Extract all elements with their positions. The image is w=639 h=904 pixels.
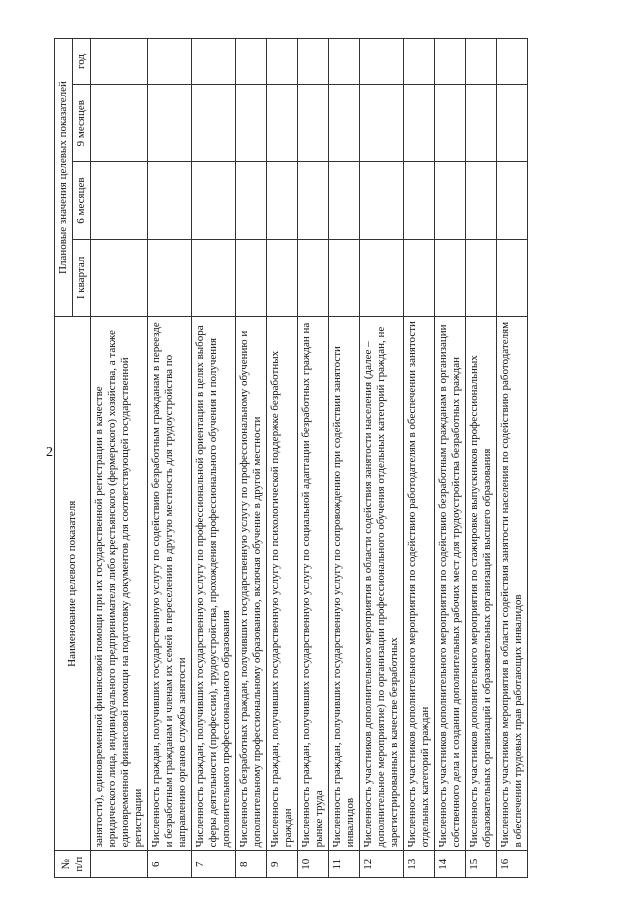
cell-9m bbox=[435, 85, 466, 162]
table-row bbox=[404, 39, 435, 878]
cell-q1 bbox=[404, 239, 435, 316]
cell-9m bbox=[466, 85, 497, 162]
cell-6m bbox=[91, 162, 148, 239]
cell-q1 bbox=[192, 239, 236, 316]
row-text: Численность участников дополнительного мероприятия в области содействия занятости населения (далее – дополнительное мероприятие) по организации профессионального обучения отдельных категорий граждан, не зарегистрированных в качестве безработных bbox=[360, 317, 404, 851]
cell-q1 bbox=[497, 239, 528, 316]
table-row bbox=[236, 39, 267, 878]
header-col-9m: 9 месяцев bbox=[73, 85, 91, 162]
header-col-6m: 6 месяцев bbox=[73, 162, 91, 239]
cell-6m bbox=[298, 162, 329, 239]
table-row bbox=[298, 39, 329, 878]
cell-9m bbox=[236, 85, 267, 162]
cell-9m bbox=[192, 85, 236, 162]
cell-year bbox=[91, 39, 148, 85]
row-num: 9 bbox=[267, 851, 298, 878]
rotated-page bbox=[54, 38, 639, 878]
row-num: 14 bbox=[435, 851, 466, 878]
row-num: 6 bbox=[148, 851, 192, 878]
cell-year bbox=[192, 39, 236, 85]
row-num: 15 bbox=[466, 851, 497, 878]
row-num: 12 bbox=[360, 851, 404, 878]
cell-9m bbox=[267, 85, 298, 162]
cell-q1 bbox=[298, 239, 329, 316]
cell-q1 bbox=[267, 239, 298, 316]
table-row bbox=[466, 39, 497, 878]
table-row bbox=[435, 39, 466, 878]
cell-year bbox=[404, 39, 435, 85]
cell-6m bbox=[329, 162, 360, 239]
cell-9m bbox=[91, 85, 148, 162]
cell-9m bbox=[329, 85, 360, 162]
cell-6m bbox=[360, 162, 404, 239]
table-row bbox=[360, 39, 404, 878]
table-row bbox=[267, 39, 298, 878]
table-row bbox=[192, 39, 236, 878]
cell-9m bbox=[497, 85, 528, 162]
cell-6m bbox=[435, 162, 466, 239]
cell-6m bbox=[497, 162, 528, 239]
row-num: 10 bbox=[298, 851, 329, 878]
page-number: 2 bbox=[46, 445, 53, 460]
row-text: Численность граждан, получивших государственную услугу по профессиональной ориентации в целях выбора сферы деятельности (профессии), трудоустройства, прохождения профессионального обучения и получения дополнительного профессионального образования bbox=[192, 317, 236, 851]
table-row bbox=[497, 39, 528, 878]
cell-year bbox=[148, 39, 192, 85]
cell-6m bbox=[148, 162, 192, 239]
cell-q1 bbox=[91, 239, 148, 316]
cell-6m bbox=[192, 162, 236, 239]
cell-year bbox=[497, 39, 528, 85]
cell-q1 bbox=[360, 239, 404, 316]
row-text: Численность участников дополнительного мероприятия по содействию работодателям в обеспечении занятости отдельных категорий граждан bbox=[404, 317, 435, 851]
cell-year bbox=[466, 39, 497, 85]
row-num: 11 bbox=[329, 851, 360, 878]
cell-q1 bbox=[466, 239, 497, 316]
cell-year bbox=[298, 39, 329, 85]
header-name: Наименование целевого показателя bbox=[55, 317, 91, 851]
table-row bbox=[148, 39, 192, 878]
cell-q1 bbox=[435, 239, 466, 316]
indicators-table bbox=[54, 38, 528, 878]
cell-year bbox=[236, 39, 267, 85]
cell-year bbox=[435, 39, 466, 85]
row-text: Численность граждан, получивших государственную услугу по сопровождению при содействии занятости инвалидов bbox=[329, 317, 360, 851]
row-num: 8 bbox=[236, 851, 267, 878]
table-row bbox=[329, 39, 360, 878]
table-row bbox=[91, 39, 148, 878]
row-text: Численность участников дополнительного мероприятия по стажировке выпускников профессиональных образовательных организаций и образовательных организаций высшего образования bbox=[466, 317, 497, 851]
header-plan: Плановые значения целевых показателей bbox=[55, 39, 73, 317]
cell-q1 bbox=[329, 239, 360, 316]
row-num: 13 bbox=[404, 851, 435, 878]
row-text: занятости), единовременной финансовой помощи при их государственной регистрации в качестве юридического лица, индивидуального предпринимателя либо крестьянского (фермерского) хозяйства, а также единовременной финансовой помощи на подготовку документов для соответствующей государственной регистрации bbox=[91, 317, 148, 851]
row-text: Численность граждан, получивших государственную услугу по социальной адаптации безработных граждан на рынке труда bbox=[298, 317, 329, 851]
header-col-q1: I квартал bbox=[73, 239, 91, 316]
table-header-row bbox=[55, 39, 73, 878]
row-text: Численность участников дополнительного мероприятия по содействию безработным гражданам в организации собственного дела и создании дополнительных рабочих мест для трудоустройства безработных граждан bbox=[435, 317, 466, 851]
cell-6m bbox=[404, 162, 435, 239]
cell-9m bbox=[148, 85, 192, 162]
row-num: 7 bbox=[192, 851, 236, 878]
row-text: Численность граждан, получивших государственную услугу по содействию безработным гражданам в переезде и безработным гражданам и членам их семей в переселении в другую местность для трудоустройства по направлению органов службы занятости bbox=[148, 317, 192, 851]
row-text: Численность участников мероприятия в области содействия занятости населения по содействию работодателям в обеспечении трудовых прав работающих инвалидов bbox=[497, 317, 528, 851]
row-num: 16 bbox=[497, 851, 528, 878]
cell-year bbox=[267, 39, 298, 85]
cell-year bbox=[360, 39, 404, 85]
cell-9m bbox=[360, 85, 404, 162]
cell-9m bbox=[298, 85, 329, 162]
row-text: Численность граждан, получивших государственную услугу по психологической поддержке безработных граждан bbox=[267, 317, 298, 851]
cell-6m bbox=[267, 162, 298, 239]
cell-9m bbox=[404, 85, 435, 162]
cell-year bbox=[329, 39, 360, 85]
cell-q1 bbox=[236, 239, 267, 316]
cell-q1 bbox=[148, 239, 192, 316]
header-num: № п/п bbox=[55, 851, 91, 878]
cell-6m bbox=[236, 162, 267, 239]
header-col-year: год bbox=[73, 39, 91, 85]
cell-6m bbox=[466, 162, 497, 239]
row-text: Численность безработных граждан, получивших государственную услугу по профессиональному обучению и дополнительному профессиональному образованию, включая обучение в другой местности bbox=[236, 317, 267, 851]
row-num bbox=[91, 851, 148, 878]
